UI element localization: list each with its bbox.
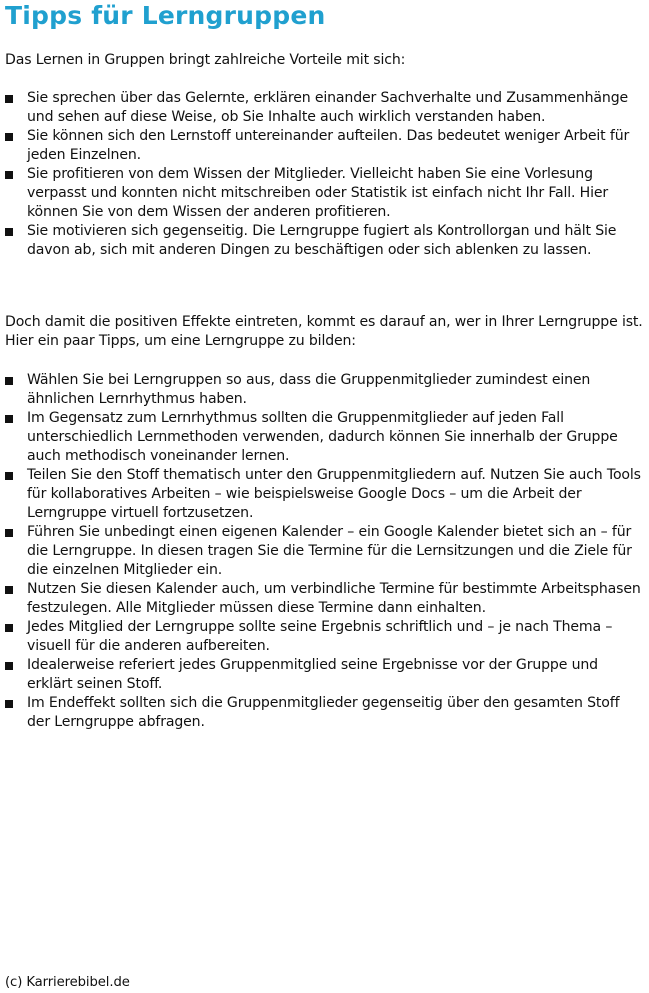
benefits-list	[0, 89, 646, 260]
list-item	[0, 466, 646, 523]
list-item-text: Führen Sie unbedingt einen eigenen Kalender – ein Google Kalender bietet sich an – für die Lerngruppe. In diesen tragen Sie die Termine für die Lernsitzungen und die Ziele für die einzelnen Mitglieder ein.	[27, 524, 632, 578]
list-item	[0, 222, 646, 260]
bullet-square-icon	[5, 529, 13, 537]
intro-text: Das Lernen in Gruppen bringt zahlreiche Vorteile mit sich:	[5, 52, 406, 68]
bullet-square-icon	[5, 377, 13, 385]
list-item	[0, 618, 646, 656]
list-item-text: Im Endeffekt sollten sich die Gruppenmitglieder gegenseitig über den gesamten Stoff der Lerngruppe abfragen.	[27, 695, 620, 730]
page-title: Tipps für Lerngruppen	[5, 1, 326, 30]
list-item	[0, 656, 646, 694]
bullet-square-icon	[5, 171, 13, 179]
list-item-text: Wählen Sie bei Lerngruppen so aus, dass die Gruppenmitglieder zumindest einen ähnlichen Lernrhythmus haben.	[27, 372, 591, 407]
copyright-footer: (c) Karrierebibel.de	[5, 975, 130, 990]
bullet-square-icon	[5, 700, 13, 708]
list-item-text: Sie können sich den Lernstoff untereinander aufteilen. Das bedeutet weniger Arbeit für jeden Einzelnen.	[27, 128, 630, 163]
list-item-text: Idealerweise referiert jedes Gruppenmitglied seine Ergebnisse vor der Gruppe und erklärt seinen Stoff.	[27, 657, 598, 692]
bullet-square-icon	[5, 133, 13, 141]
list-item	[0, 127, 646, 165]
list-item-text: Im Gegensatz zum Lernrhythmus sollten die Gruppenmitglieder auf jeden Fall unterschiedlich Lernmethoden verwenden, dadurch können Sie innerhalb der Gruppe auch methodisch voneinander lernen.	[27, 410, 618, 464]
list-item-text: Sie motivieren sich gegenseitig. Die Lerngruppe fugiert als Kontrollorgan und hält Sie davon ab, sich mit anderen Dingen zu beschäftigen oder sich ablenken zu lassen.	[27, 223, 617, 258]
bullet-square-icon	[5, 228, 13, 236]
bullet-square-icon	[5, 624, 13, 632]
bullet-square-icon	[5, 95, 13, 103]
middle-text: Doch damit die positiven Effekte eintreten, kommt es darauf an, wer in Ihrer Lerngruppe ist. Hier ein paar Tipps, um eine Lerngruppe zu bilden:	[5, 314, 643, 349]
list-item-text: Jedes Mitglied der Lerngruppe sollte seine Ergebnis schriftlich und – je nach Thema – visuell für die anderen aufbereiten.	[27, 619, 613, 654]
bullet-square-icon	[5, 586, 13, 594]
list-item	[0, 89, 646, 127]
list-item-text: Teilen Sie den Stoff thematisch unter den Gruppenmitgliedern auf. Nutzen Sie auch Tools für kollaboratives Arbeiten – wie beispielsweise Google Docs – um die Arbeit der Lerngruppe virtuell fortzusetzen.	[27, 467, 641, 521]
list-item	[0, 165, 646, 222]
list-item-text: Nutzen Sie diesen Kalender auch, um verbindliche Termine für bestimmte Arbeitsphasen festzulegen. Alle Mitglieder müssen diese Termine dann einhalten.	[27, 581, 641, 616]
tips-list	[0, 371, 646, 732]
list-item	[0, 694, 646, 732]
list-item	[0, 523, 646, 580]
list-item	[0, 409, 646, 466]
list-item	[0, 371, 646, 409]
bullet-square-icon	[5, 415, 13, 423]
list-item	[0, 580, 646, 618]
list-item-text: Sie profitieren von dem Wissen der Mitglieder. Vielleicht haben Sie eine Vorlesung verpasst und konnten nicht mitschreiben oder Statistik ist einfach nicht Ihr Fall. Hier können Sie von dem Wissen der anderen profitieren.	[27, 166, 609, 220]
list-item-text: Sie sprechen über das Gelernte, erklären einander Sachverhalte und Zusammenhänge und sehen auf diese Weise, ob Sie Inhalte auch wirklich verstanden haben.	[27, 90, 629, 125]
bullet-square-icon	[5, 472, 13, 480]
bullet-square-icon	[5, 662, 13, 670]
